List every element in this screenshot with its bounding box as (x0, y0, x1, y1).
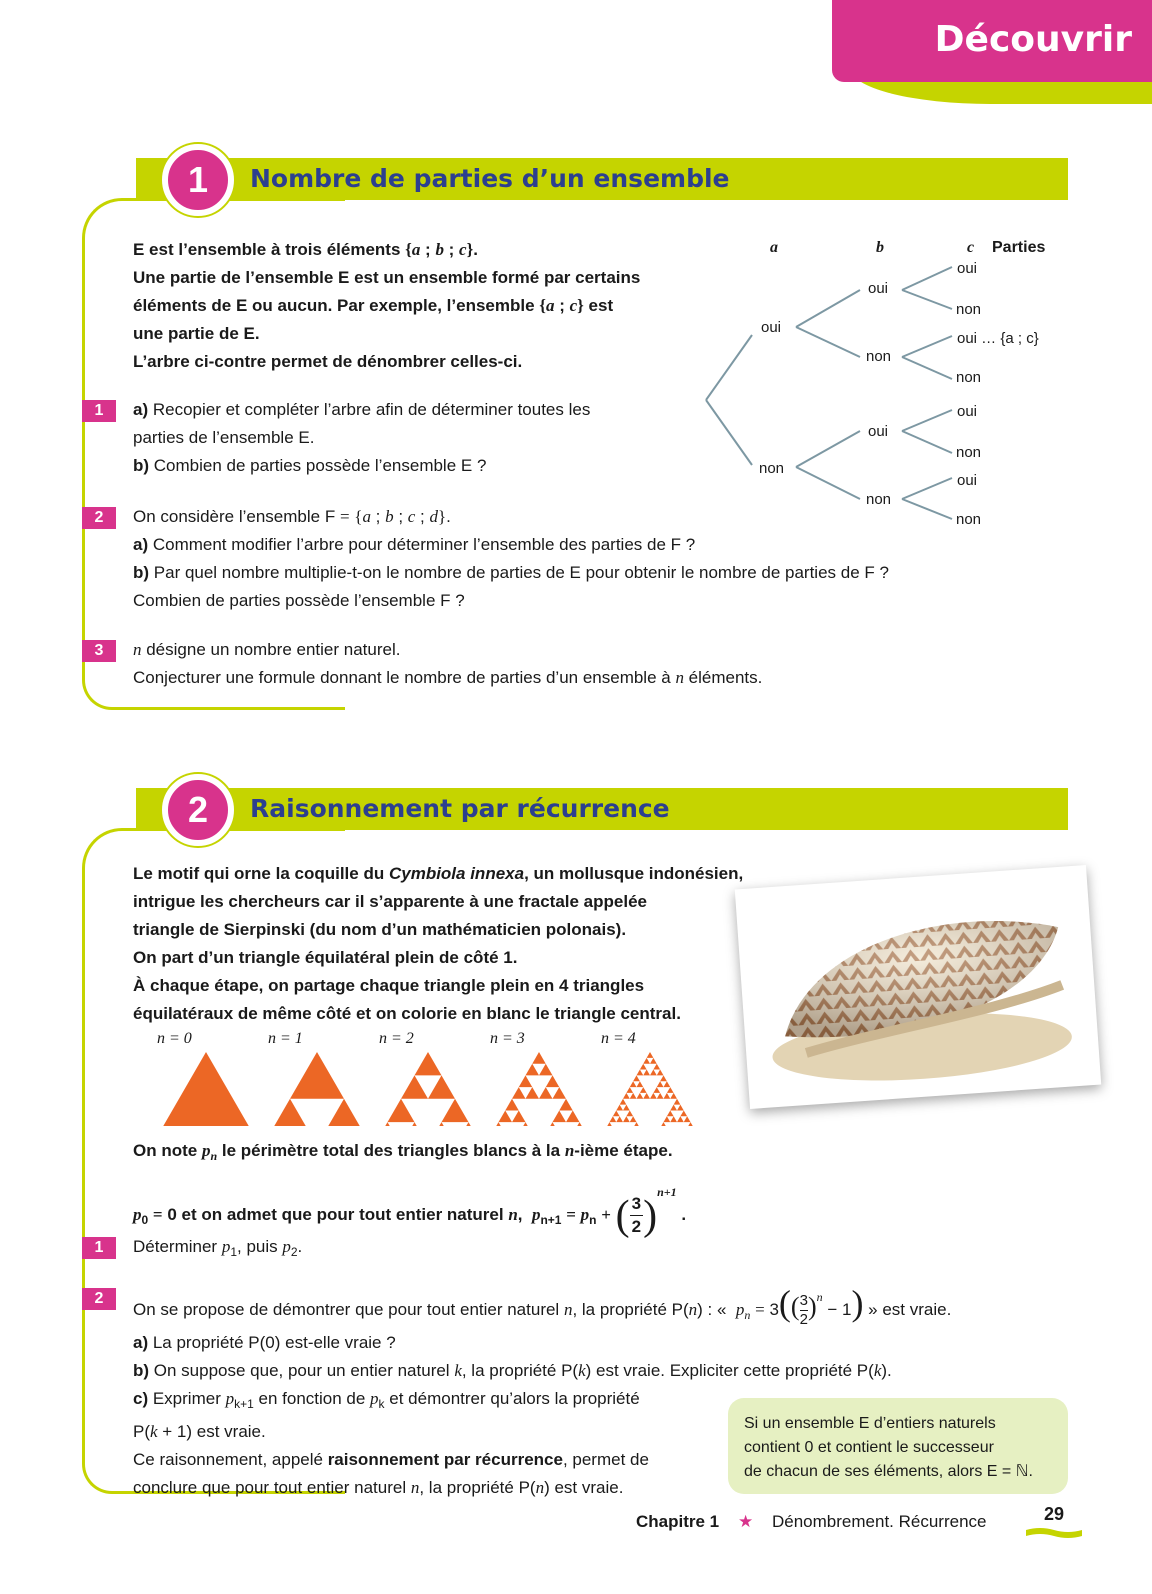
intro-line-4: une partie de E. (133, 324, 260, 343)
perimeter-definition: On note $p_n$ le périmètre total des triangles blancs à la n-ième étape. (133, 1141, 673, 1163)
s2-q2-line-5: P(k + 1) est vraie. (133, 1422, 266, 1442)
sierpinski-filled-triangle (650, 1093, 657, 1099)
footer-star-icon: ★ (738, 1512, 754, 1531)
tree-branches (706, 267, 952, 519)
s2-q2-line-7: conclure que pour tout entier naturel n, la propriété P(n) est vraie. (133, 1478, 624, 1498)
step-label-3: n = 3 (490, 1030, 525, 1047)
s1-q1-line-2: parties de l’ensemble E. (133, 428, 315, 447)
sierpinski-filled-triangle (667, 1110, 674, 1116)
s2-q2-line-b: b) On suppose que, pour un entier naturel k, la propriété P(k) est vraie. Expliciter cette propriété P(k). (133, 1361, 892, 1381)
sierpinski-filled-triangle (455, 1122, 482, 1126)
s1-question-3-number: 3 (82, 640, 116, 662)
sierpinski-filled-triangle (546, 1075, 560, 1087)
s2-q2-line-c: c) Exprimer $p_{k+1}$ en fonction de $p_k$ et démontrer qu’alors la propriété (133, 1389, 640, 1412)
sierpinski-filled-triangle (623, 1116, 630, 1122)
sierpinski-filled-triangle (388, 1099, 415, 1122)
sierpinski-filled-triangle (606, 1122, 613, 1126)
sierpinski-filled-triangle (512, 1110, 526, 1122)
intro-line-5: L’arbre ci-contre permet de dénombrer celles-ci. (133, 352, 523, 371)
s2-question-1: Déterminer $p_1$, puis $p_2$. (133, 1237, 303, 1259)
s2-intro-line-2: intrigue les chercheurs car il s’apparente à une fractale appelée (133, 892, 647, 911)
s1-q2-line-1: On considère l’ensemble F = {a ; b ; c ; d}. (133, 507, 451, 526)
tree-l3-1: oui (957, 260, 978, 277)
sierpinski-filled-triangle (650, 1058, 657, 1064)
sierpinski-filled-triangle (633, 1075, 640, 1081)
hint-box (728, 1398, 1068, 1494)
tree-l3-6: non (956, 444, 982, 461)
step-label-0: n = 0 (157, 1030, 192, 1047)
s2-intro-line-6: équilatéraux de même côté et on colorie en blanc le triangle central. (133, 1004, 681, 1023)
sierpinski-filled-triangle (664, 1116, 671, 1122)
sierpinski-filled-triangle (657, 1081, 664, 1087)
sierpinski-filled-triangle (664, 1093, 671, 1099)
hint-line-3: de chacun de ses éléments, alors E = ℕ. (744, 1463, 1033, 1480)
sierpinski-filled-triangle (643, 1093, 650, 1099)
sierpinski-filled-triangle (559, 1099, 573, 1111)
sierpinski-filled-triangle (505, 1099, 519, 1111)
sierpinski-filled-triangle (630, 1081, 637, 1087)
s2-intro-line-3: triangle de Sierpinski (du nom d’un mathématicien polonais). (133, 920, 627, 939)
s1-q3-line-1: n désigne un nombre entier naturel. (133, 640, 401, 659)
sierpinski-filled-triangle (640, 1087, 647, 1093)
sierpinski-filled-triangle (626, 1087, 633, 1093)
sierpinski-filled-triangle (428, 1075, 455, 1098)
s2-question-1-number: 1 (82, 1237, 116, 1259)
tree-header-parties: Parties (992, 239, 1046, 256)
badge-title: Découvrir (934, 19, 1132, 60)
recurrence-formula: $p_0 = 0$ et on admet que pour tout entier naturel n, $p_{n+1} = p_n$ + ( $\frac{3}{2}$ )$^{n+1}$ . (133, 1185, 687, 1239)
s1-q2-line-4: Combien de parties possède l’ensemble F ? (133, 591, 465, 610)
sierpinski-filled-triangle (401, 1075, 428, 1098)
tree-l2-3: oui (868, 423, 889, 440)
sierpinski-filled-triangle (526, 1064, 540, 1076)
sierpinski-filled-triangle (374, 1122, 401, 1126)
sierpinski-filled-triangle (630, 1116, 637, 1122)
sierpinski-filled-triangle (637, 1093, 644, 1099)
sierpinski-filled-triangle (677, 1116, 684, 1122)
sierpinski-filled-triangle (674, 1099, 681, 1105)
tree-l3-8: non (956, 511, 982, 528)
s2-intro-line-1: Le motif qui orne la coquille du Cymbiola innexa, un mollusque indonésien, (133, 864, 744, 883)
intro-line-2: Une partie de l’ensemble E est un ensemble formé par certains (133, 268, 641, 287)
sierpinski-filled-triangle (519, 1122, 533, 1126)
sierpinski-filled-triangle (623, 1105, 630, 1111)
sierpinski-filled-triangle (442, 1099, 469, 1122)
shell-photo (735, 865, 1101, 1109)
s1-q3-line-2: Conjecturer une formule donnant le nombre de parties d’un ensemble à n éléments. (133, 668, 763, 687)
footer-chapter: Chapitre 1 (636, 1512, 720, 1531)
s1-question-1-number: 1 (82, 400, 116, 422)
step-label-1: n = 1 (268, 1030, 303, 1047)
s1-question-1 (133, 396, 713, 480)
sierpinski-filled-triangle (680, 1110, 687, 1116)
subset-tree-diagram (690, 235, 1070, 535)
section2-title: Raisonnement par récurrence (250, 794, 670, 823)
sierpinski-filled-triangle (647, 1052, 654, 1058)
tree-l3-2: non (956, 301, 982, 318)
sierpinski-filled-triangle (539, 1087, 553, 1099)
hint-line-1: Si un ensemble E d’entiers naturels (744, 1415, 996, 1432)
sierpinski-filled-triangle (428, 1122, 455, 1126)
sierpinski-filled-triangle (553, 1110, 567, 1122)
sierpinski-filled-triangle (499, 1110, 513, 1122)
sierpinski-filled-triangle (660, 1075, 667, 1081)
sierpinski-filled-triangle (667, 1087, 674, 1093)
sierpinski-filled-triangle (492, 1122, 506, 1126)
tree-l1-non: non (759, 460, 785, 477)
section1-intro (133, 236, 693, 376)
tree-header-b: b (876, 239, 884, 256)
tree-l3-7: oui (957, 472, 978, 489)
sierpinski-filled-triangle (553, 1087, 567, 1099)
sierpinski-filled-triangle (637, 1081, 644, 1087)
intro-line-1: E est l’ensemble à trois éléments {a ; b ; c}. (133, 240, 479, 259)
s2-q2-line-6: Ce raisonnement, appelé raisonnement par récurrence, permet de (133, 1450, 649, 1470)
s2-intro-line-5: À chaque étape, on partage chaque triangle plein en 4 triangles (133, 976, 645, 995)
page-number-swoosh (1026, 1526, 1082, 1540)
sierpinski-filled-triangle (653, 1064, 660, 1070)
tree-header-a: a (770, 239, 778, 256)
sierpinski-filled-triangle (670, 1105, 677, 1111)
sierpinski-filled-triangle (670, 1116, 677, 1122)
shell-image (735, 865, 1101, 1109)
sierpinski-filled-triangle (263, 1099, 317, 1126)
sierpinski-filled-triangle (152, 1052, 260, 1126)
sierpinski-filled-triangle (566, 1110, 580, 1122)
sierpinski-filled-triangle (630, 1093, 637, 1099)
sierpinski-filled-triangle (616, 1105, 623, 1111)
step-label-4: n = 4 (601, 1030, 636, 1047)
sierpinski-filled-triangle (657, 1093, 664, 1099)
page-number: 29 (1043, 1504, 1065, 1524)
sierpinski-filled-triangle (613, 1110, 620, 1116)
tree-l1-oui: oui (761, 319, 782, 336)
hint-line-2: contient 0 et contient le successeur (744, 1439, 994, 1456)
sierpinski-filled-triangle (573, 1122, 587, 1126)
sierpinski-filled-triangle (290, 1052, 344, 1099)
tree-l3-4: non (956, 369, 982, 386)
s1-q1-line-b: b) Combien de parties possède l’ensemble E ? (133, 456, 487, 475)
sierpinski-filled-triangle (546, 1122, 560, 1126)
section2-intro (133, 860, 833, 1028)
s2-intro-line-4: On part d’un triangle équilatéral plein de côté 1. (133, 948, 518, 967)
s1-q2-line-a: a) Comment modifier l’arbre pour déterminer l’ensemble des parties de F ? (133, 535, 696, 554)
tree-l2-2: non (866, 348, 892, 365)
footer-subject: Dénombrement. Récurrence (772, 1512, 987, 1531)
s2-q2-line-a: a) La propriété P(0) est-elle vraie ? (133, 1333, 396, 1353)
sierpinski-filled-triangle (660, 1122, 667, 1126)
s1-q2-line-b: b) Par quel nombre multiplie-t-on le nombre de parties de E pour obtenir le nombre de parties de F ? (133, 563, 889, 582)
sierpinski-filled-triangle (626, 1110, 633, 1116)
s1-question-2-number: 2 (82, 507, 116, 529)
s1-question-2 (133, 503, 1063, 615)
sierpinski-filled-triangle (623, 1093, 630, 1099)
sierpinski-steps (140, 1026, 720, 1126)
sierpinski-filled-triangle (610, 1116, 617, 1122)
sierpinski-filled-triangle (526, 1087, 540, 1099)
sierpinski-filled-triangle (633, 1122, 640, 1126)
sierpinski-filled-triangle (643, 1070, 650, 1076)
sierpinski-filled-triangle (539, 1064, 553, 1076)
sierpinski-filled-triangle (670, 1093, 677, 1099)
sierpinski-filled-triangle (650, 1070, 657, 1076)
step-label-2: n = 2 (379, 1030, 414, 1047)
sierpinski-filled-triangle (643, 1058, 650, 1064)
sierpinski-triangles (152, 1052, 704, 1126)
sierpinski-filled-triangle (616, 1116, 623, 1122)
sierpinski-filled-triangle (677, 1105, 684, 1111)
sierpinski-filled-triangle (519, 1075, 533, 1087)
tree-l3-5: oui (957, 403, 978, 420)
sierpinski-filled-triangle (401, 1122, 428, 1126)
tree-header-c: c (967, 239, 975, 256)
section1-number: 1 (162, 144, 234, 216)
sierpinski-filled-triangle (512, 1087, 526, 1099)
sierpinski-filled-triangle (620, 1099, 627, 1105)
s1-q1-line-a: a) Recopier et compléter l’arbre afin de déterminer toutes les (133, 400, 591, 419)
sierpinski-filled-triangle (657, 1070, 664, 1076)
sierpinski-filled-triangle (532, 1052, 546, 1064)
section2-number: 2 (162, 774, 234, 846)
s2-q2-line-1: On se propose de démontrer que pour tout entier naturel n, la propriété P(n) : « $p_n = 3$(( $\frac{3}{2}$ )$^n$ − 1) » est vraie. (133, 1283, 952, 1329)
s1-question-3 (133, 636, 1033, 692)
tree-l2-1: oui (868, 280, 889, 297)
tree-l3-3: oui … {a ; c} (957, 330, 1039, 347)
section1-title: Nombre de parties d’un ensemble (250, 164, 730, 193)
sierpinski-filled-triangle (653, 1087, 660, 1093)
sierpinski-filled-triangle (637, 1070, 644, 1076)
sierpinski-filled-triangle (415, 1052, 442, 1075)
s2-question-2-number: 2 (82, 1288, 116, 1310)
sierpinski-filled-triangle (684, 1116, 691, 1122)
tree-l2-4: non (866, 491, 892, 508)
intro-line-3: éléments de E ou aucun. Par exemple, l’ensemble {a ; c} est (133, 296, 614, 315)
sierpinski-filled-triangle (664, 1081, 671, 1087)
sierpinski-filled-triangle (640, 1064, 647, 1070)
sierpinski-filled-triangle (317, 1099, 371, 1126)
sierpinski-filled-triangle (687, 1122, 694, 1126)
